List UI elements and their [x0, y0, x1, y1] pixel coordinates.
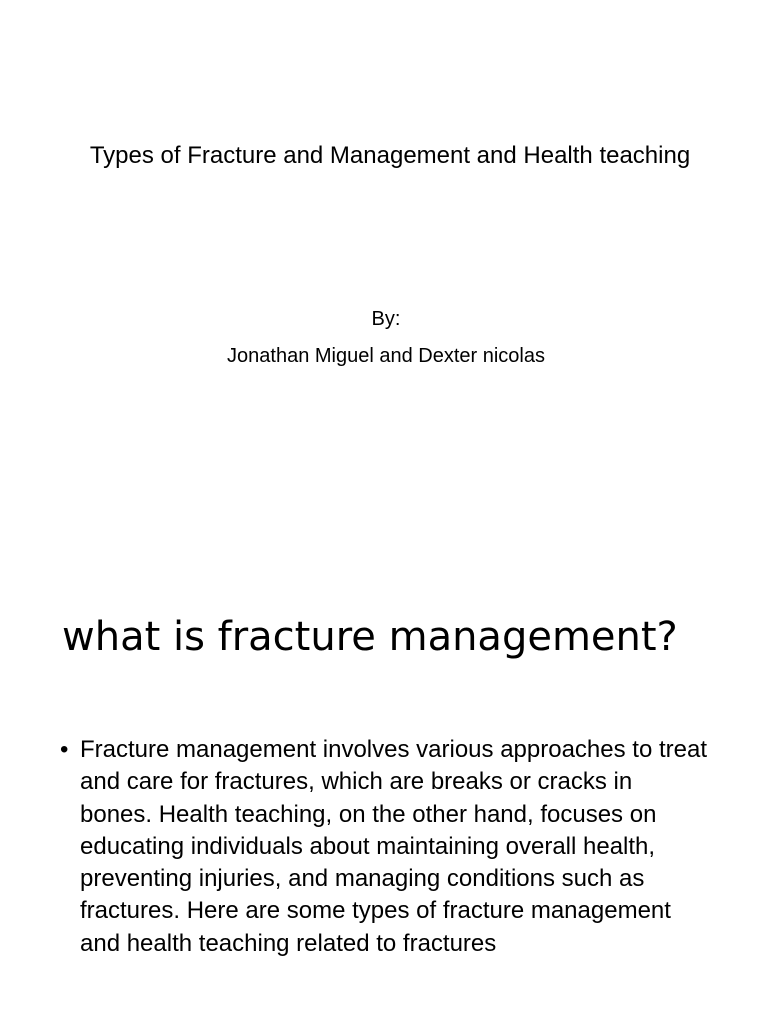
bullet-text: Fracture management involves various approaches to treat and care for fractures, which are breaks or cracks in bones. Health teaching, on the other hand, focuses on educating individuals about maintaining overall health, preventing injuries, and managing conditions such as fractures. Here are some types of fracture management and health teaching related to fractures	[80, 736, 707, 957]
slide-2	[0, 576, 768, 1024]
by-label: By:	[371, 308, 401, 330]
bullet-item	[60, 734, 710, 960]
slide-1-subtitle	[84, 307, 688, 381]
bullet-dot-icon: •	[60, 736, 69, 763]
slide-1-title: Types of Fracture and Management and Health teaching	[89, 142, 691, 169]
authors: Jonathan Miguel and Dexter nicolas	[227, 345, 545, 367]
slide-2-title: what is fracture management?	[62, 614, 678, 660]
bullet-list	[60, 734, 710, 960]
